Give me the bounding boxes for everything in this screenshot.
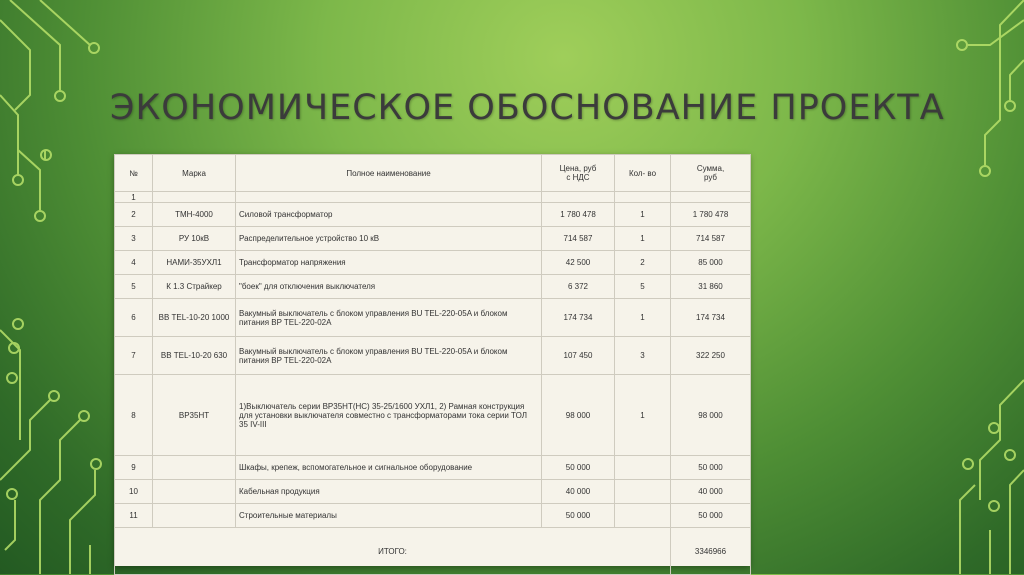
cell-name: Шкафы, крепеж, вспомогательное и сигнальное оборудование [236, 456, 542, 480]
cell-num: 10 [115, 480, 153, 504]
cell-brand: НАМИ-35УХЛ1 [153, 251, 236, 275]
cell-qty [615, 480, 671, 504]
cell-qty: 1 [615, 227, 671, 251]
cell-num: 2 [115, 203, 153, 227]
cell-num: 3 [115, 227, 153, 251]
cost-table-container [114, 154, 750, 566]
table-row [115, 192, 751, 203]
cell-price [542, 192, 615, 203]
total-label: ИТОГО: [115, 528, 671, 575]
cell-price: 40 000 [542, 480, 615, 504]
cell-qty [615, 192, 671, 203]
table-row [115, 375, 751, 456]
cell-sum: 50 000 [671, 504, 751, 528]
header-num: № [115, 155, 153, 192]
cell-num: 1 [115, 192, 153, 203]
cell-brand: ВВ TEL-10-20 630 [153, 337, 236, 375]
cell-name: "боек" для отключения выключателя [236, 275, 542, 299]
total-value: 3346966 [671, 528, 751, 575]
cell-brand: К 1.3 Страйкер [153, 275, 236, 299]
table-row [115, 299, 751, 337]
cell-qty: 2 [615, 251, 671, 275]
cell-qty: 1 [615, 375, 671, 456]
header-sum [671, 155, 751, 192]
table-row [115, 203, 751, 227]
cell-brand: ВВ TEL-10-20 1000 [153, 299, 236, 337]
cell-sum: 174 734 [671, 299, 751, 337]
cell-num: 11 [115, 504, 153, 528]
cell-price: 98 000 [542, 375, 615, 456]
header-sum-line1: Сумма, [696, 164, 725, 173]
cell-num: 5 [115, 275, 153, 299]
table-row [115, 275, 751, 299]
cell-sum: 31 860 [671, 275, 751, 299]
cell-price: 714 587 [542, 227, 615, 251]
table-total-row [115, 528, 751, 575]
cell-brand: ТМН-4000 [153, 203, 236, 227]
cell-price: 6 372 [542, 275, 615, 299]
cell-qty: 3 [615, 337, 671, 375]
cell-brand: ВР35НТ [153, 375, 236, 456]
cell-sum: 98 000 [671, 375, 751, 456]
cell-brand [153, 456, 236, 480]
cell-num: 7 [115, 337, 153, 375]
cell-sum: 40 000 [671, 480, 751, 504]
cell-price: 50 000 [542, 456, 615, 480]
cell-qty [615, 504, 671, 528]
cell-sum: 85 000 [671, 251, 751, 275]
header-brand: Марка [153, 155, 236, 192]
slide-title: ЭКОНОМИЧЕСКОЕ ОБОСНОВАНИЕ ПРОЕКТА [110, 88, 945, 128]
cell-price: 42 500 [542, 251, 615, 275]
table-row [115, 227, 751, 251]
cell-name: Распределительное устройство 10 кВ [236, 227, 542, 251]
cell-sum: 322 250 [671, 337, 751, 375]
table-row [115, 480, 751, 504]
table-row [115, 251, 751, 275]
cell-qty: 5 [615, 275, 671, 299]
cell-num: 8 [115, 375, 153, 456]
cell-qty [615, 456, 671, 480]
cell-price: 50 000 [542, 504, 615, 528]
cell-name: Кабельная продукция [236, 480, 542, 504]
cell-price: 107 450 [542, 337, 615, 375]
cell-name: 1)Выключатель серии ВР35НТ(НС) 35-25/1600 УХЛ1, 2) Рамная конструкция для установки выключателя совместно с трансформаторами тока серии ТОЛ 35 IV-III [236, 375, 542, 456]
table-header-row [115, 155, 751, 192]
header-price [542, 155, 615, 192]
cell-brand [153, 504, 236, 528]
cell-name: Вакумный выключатель с блоком управления BU TEL-220-05A и блоком питания BP TEL-220-02A [236, 299, 542, 337]
cell-name: Строительные материалы [236, 504, 542, 528]
table-row [115, 456, 751, 480]
cell-brand [153, 480, 236, 504]
cell-num: 9 [115, 456, 153, 480]
header-qty: Кол- во [615, 155, 671, 192]
cell-sum [671, 192, 751, 203]
cell-price: 1 780 478 [542, 203, 615, 227]
cell-name [236, 192, 542, 203]
cost-table [114, 154, 751, 575]
cell-sum: 714 587 [671, 227, 751, 251]
header-price-line2: с НДС [566, 173, 590, 182]
cell-name: Силовой трансформатор [236, 203, 542, 227]
cell-qty: 1 [615, 203, 671, 227]
cell-sum: 1 780 478 [671, 203, 751, 227]
header-sum-line2: руб [703, 173, 718, 182]
table-row [115, 337, 751, 375]
table-row [115, 504, 751, 528]
cell-sum: 50 000 [671, 456, 751, 480]
cell-brand [153, 192, 236, 203]
header-name: Полное наименование [236, 155, 542, 192]
cell-name: Вакумный выключатель с блоком управления BU TEL-220-05A и блоком питания BP TEL-220-02A [236, 337, 542, 375]
header-price-line1: Цена, руб [559, 164, 597, 173]
cell-num: 6 [115, 299, 153, 337]
cell-brand: РУ 10кВ [153, 227, 236, 251]
cell-name: Трансформатор напряжения [236, 251, 542, 275]
cell-qty: 1 [615, 299, 671, 337]
cell-price: 174 734 [542, 299, 615, 337]
cell-num: 4 [115, 251, 153, 275]
